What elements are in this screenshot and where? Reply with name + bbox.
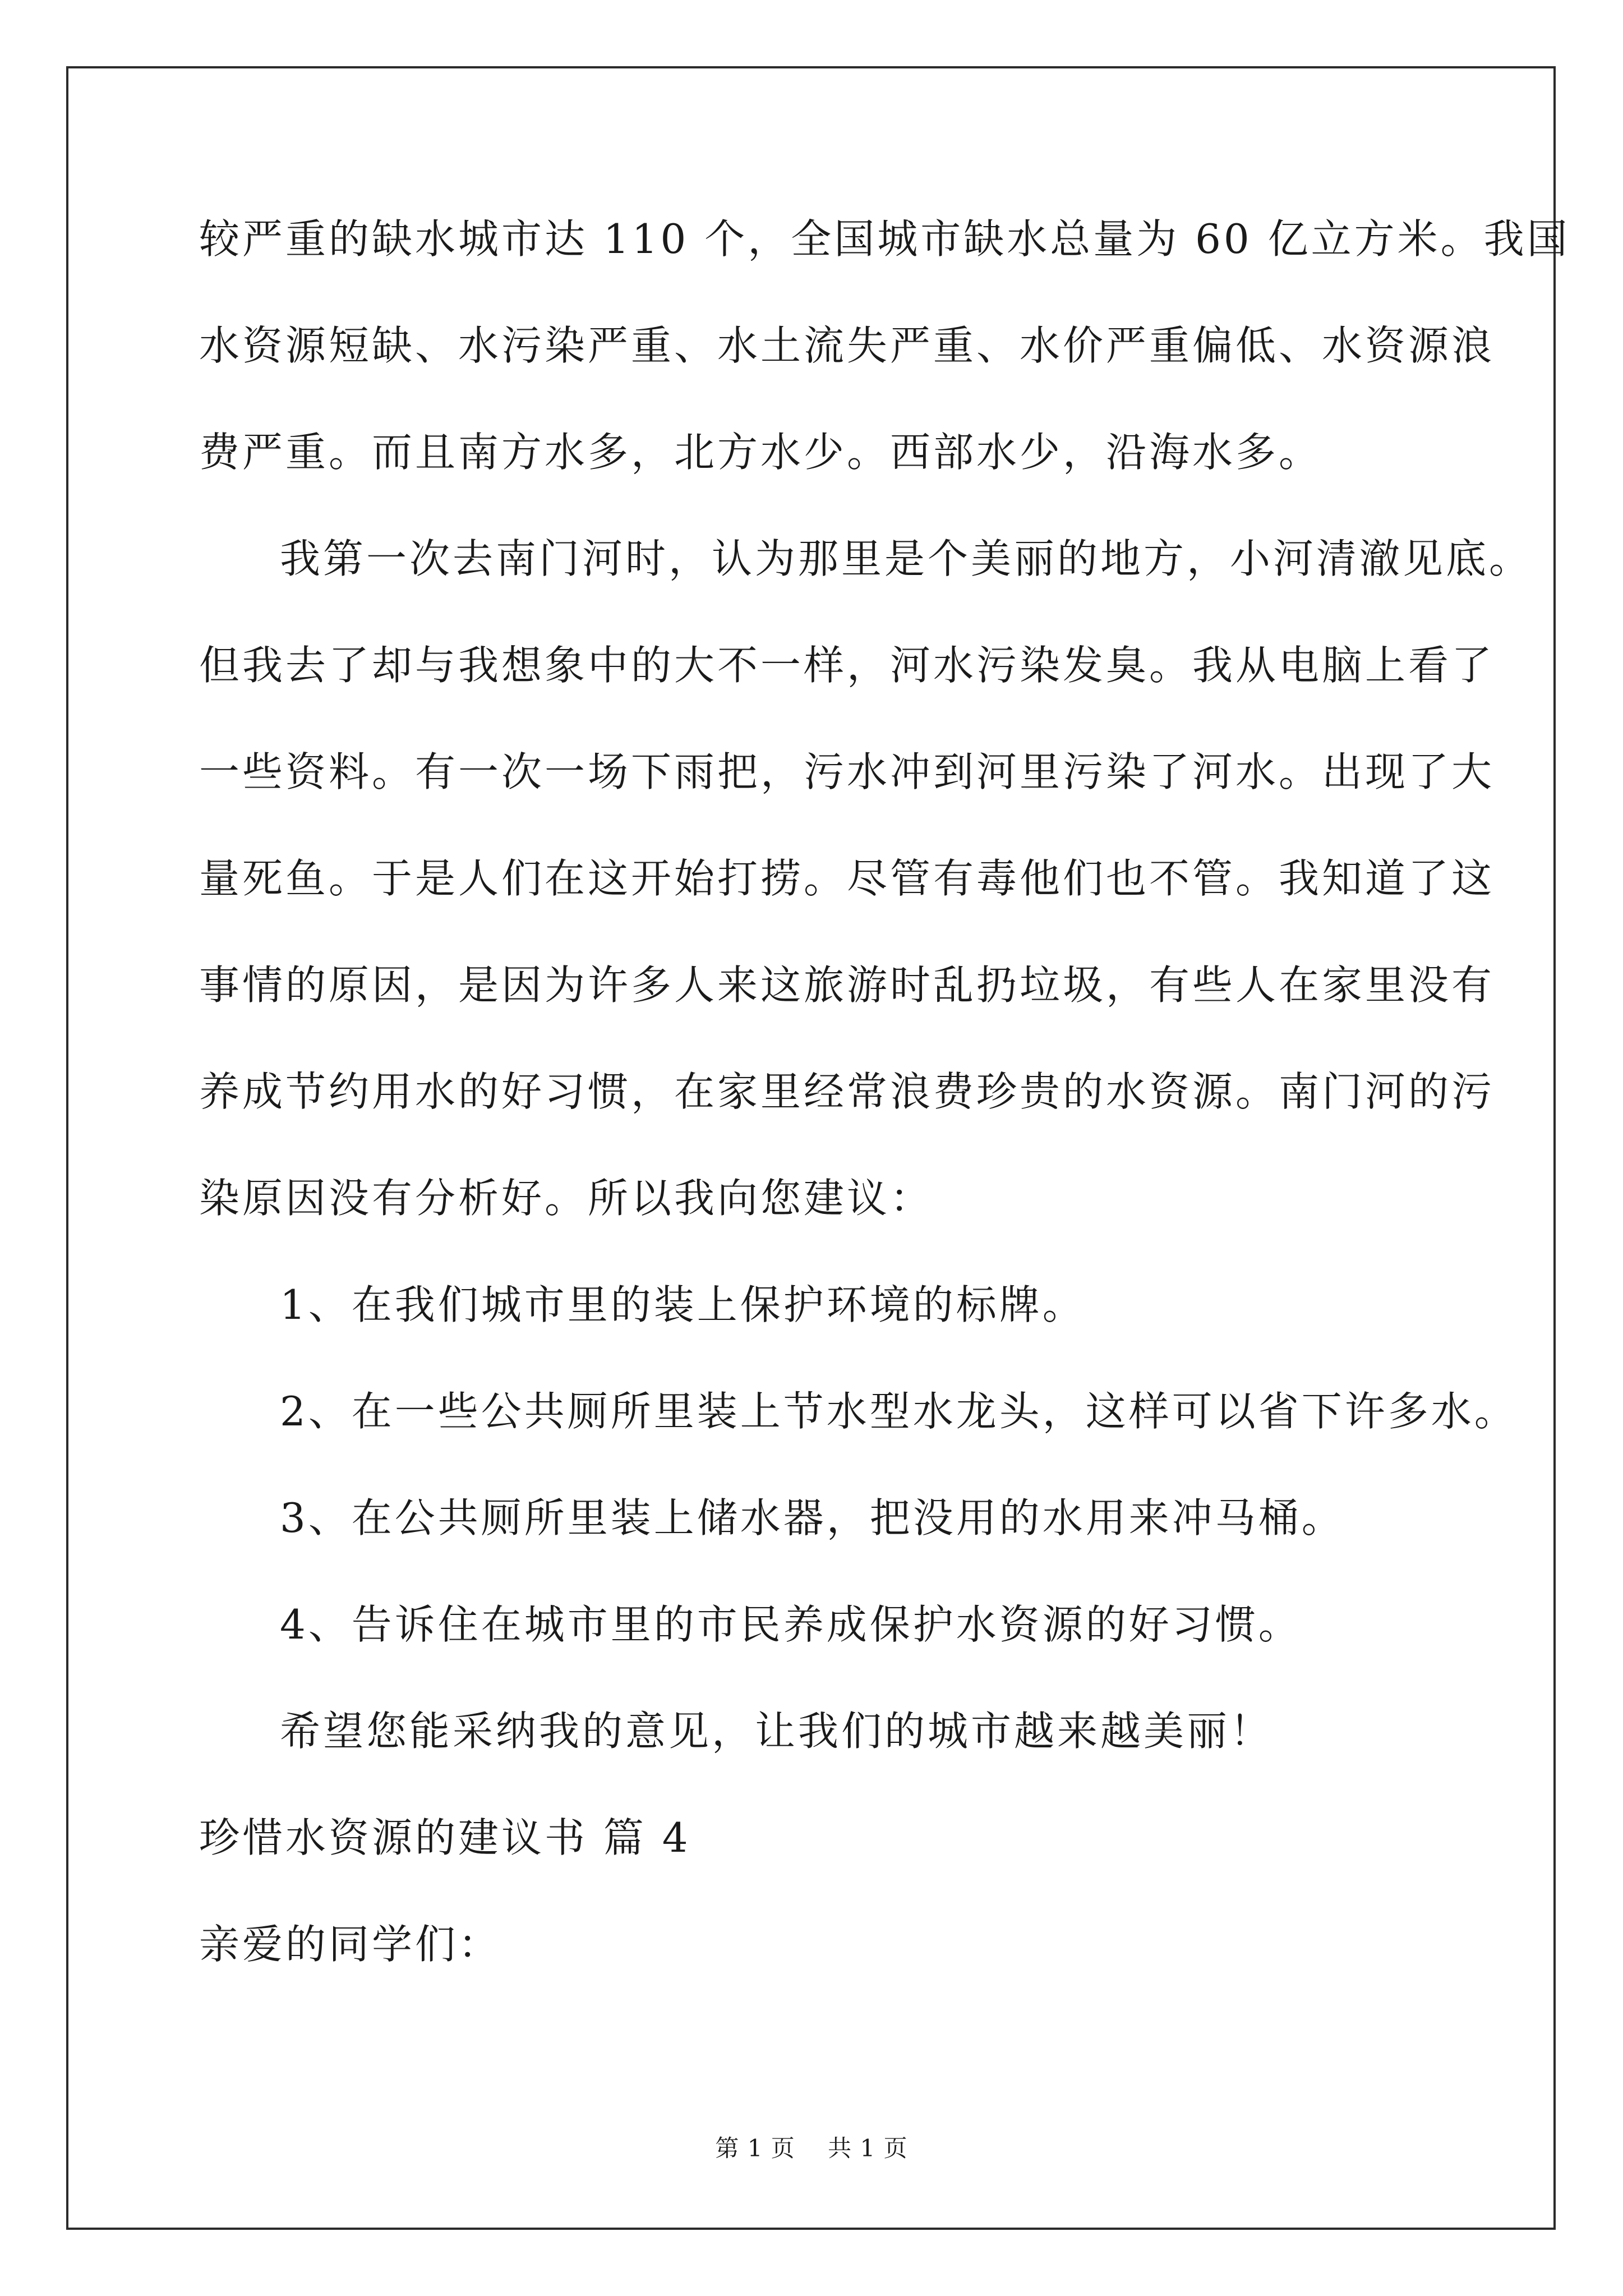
paragraph-line-4: 我第一次去南门河时，认为那里是个美丽的地方，小河清澈见底。 <box>280 535 1533 582</box>
suggestion-item-3: 3、在公共厕所里装上储水器，把没用的水用来冲马桶。 <box>280 1494 1345 1542</box>
paragraph-line-7: 量死鱼。于是人们在这开始打捞。尽管有毒他们也不管。我知道了这 <box>199 855 1495 902</box>
page-footer <box>0 2132 1623 2165</box>
paragraph-line-9: 养成节约用水的好习惯，在家里经常浪费珍贵的水资源。南门河的污 <box>199 1068 1495 1115</box>
page-border <box>66 66 1556 2230</box>
suggestion-item-4: 4、告诉住在城市里的市民养成保护水资源的好习惯。 <box>280 1601 1302 1648</box>
suggestion-item-1: 1、在我们城市里的装上保护环境的标牌。 <box>280 1281 1086 1328</box>
paragraph-line-2: 水资源短缺、水污染严重、水土流失严重、水价严重偏低、水资源浪 <box>199 322 1495 369</box>
suggestion-item-2: 2、在一些公共厕所里装上节水型水龙头，这样可以省下许多水。 <box>280 1388 1518 1435</box>
page-number: 第 1 页 <box>715 2134 795 2162</box>
page-total: 共 1 页 <box>828 2134 908 2162</box>
section-heading: 珍惜水资源的建议书 篇 4 <box>199 1814 691 1861</box>
salutation: 亲爱的同学们： <box>199 1921 502 1968</box>
paragraph-line-3: 费严重。而且南方水多，北方水少。西部水少，沿海水多。 <box>199 429 1322 476</box>
paragraph-line-10: 染原因没有分析好。所以我向您建议： <box>199 1175 934 1222</box>
paragraph-line-8: 事情的原因，是因为许多人来这旅游时乱扔垃圾，有些人在家里没有 <box>199 961 1495 1009</box>
paragraph-line-5: 但我去了却与我想象中的大不一样，河水污染发臭。我从电脑上看了 <box>199 642 1495 689</box>
paragraph-line-6: 一些资料。有一次一场下雨把，污水冲到河里污染了河水。出现了大 <box>199 748 1495 795</box>
paragraph-line-1: 较严重的缺水城市达 110 个，全国城市缺水总量为 60 亿立方米。我国 <box>199 215 1570 263</box>
closing-line: 希望您能采纳我的意见，让我们的城市越来越美丽！ <box>280 1708 1274 1755</box>
